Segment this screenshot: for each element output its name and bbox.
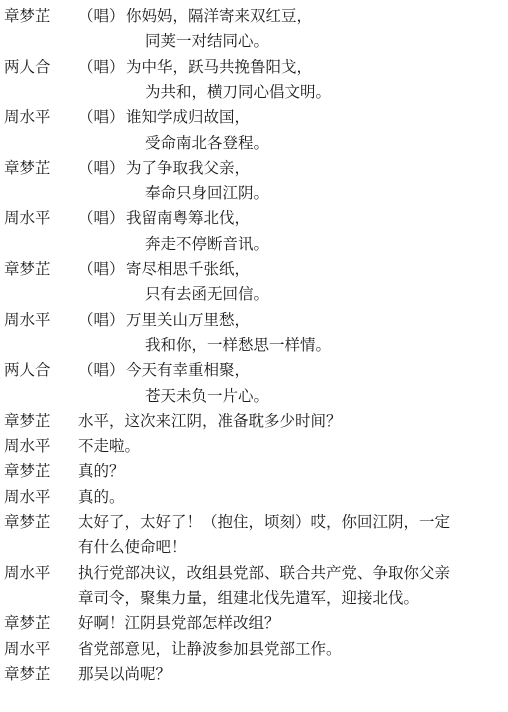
- dialogue-continuation-line: [0, 585, 508, 611]
- dialogue-continuation-line: [0, 180, 508, 206]
- dialogue-continuation-line: [0, 79, 508, 105]
- lyric-text: 我留南粤筹北伐，: [126, 209, 251, 228]
- dialogue-text: 太好了，太好了！（抱住，顷刻）哎，你回江阴，一定: [78, 513, 451, 531]
- dialogue-line: [0, 509, 508, 535]
- dialogue-text: 不走啦。: [78, 437, 141, 456]
- dialogue-continuation-line: [0, 28, 508, 54]
- speaker-name: 章梦芷: [4, 513, 51, 531]
- dialogue-line: [0, 610, 508, 636]
- speaker-name: 章梦芷: [4, 260, 51, 278]
- stage-cue: （唱）: [78, 361, 125, 380]
- dialogue-text: 有什么使命吧！: [78, 538, 187, 557]
- speaker-name: 章梦芷: [4, 411, 51, 430]
- dialogue-text: 章司令，聚集力量，组建北伐先遣军，迎接北伐。: [78, 588, 420, 607]
- dialogue-line: [0, 155, 508, 181]
- speaker-name: 章梦芷: [4, 614, 51, 633]
- dialogue-continuation-line: [0, 130, 508, 156]
- dialogue-line: [0, 357, 508, 383]
- dialogue-text: 水平，这次来江阴，准备耽多少时间？: [78, 411, 342, 430]
- dialogue-text: 执行党部决议，改组县党部、联合共产党、争取你父亲: [78, 563, 451, 582]
- dialogue-line: [0, 560, 508, 586]
- dialogue-continuation-line: [0, 332, 508, 358]
- dialogue-line: [0, 205, 508, 231]
- speaker-name: 章梦芷: [4, 462, 51, 481]
- lyric-text: 为共和，横刀同心倡文明。: [145, 82, 332, 101]
- speaker-name: 周水平: [4, 563, 51, 582]
- dialogue-text: 省党部意见，让静波参加县党部工作。: [78, 639, 342, 658]
- stage-cue: （唱）: [78, 57, 125, 76]
- lyric-text: 苍天未负一片心。: [145, 386, 270, 405]
- speaker-name: 章梦芷: [4, 158, 51, 177]
- dialogue-text: 真的。: [78, 487, 125, 506]
- lyric-text: 我和你，一样愁思一样情。: [145, 335, 332, 354]
- speaker-name: 章梦芷: [4, 7, 51, 25]
- dialogue-line: [0, 484, 508, 510]
- lyric-text: 为了争取我父亲，: [126, 158, 251, 177]
- speaker-name: 周水平: [4, 310, 51, 329]
- lyric-text: 奉命只身回江阴。: [145, 184, 270, 203]
- lyric-text: 受命南北各登程。: [145, 133, 270, 152]
- lyric-text: 你妈妈，隔洋寄来双红豆，: [126, 7, 313, 25]
- lyric-text: 万里关山万里愁，: [126, 310, 251, 329]
- dialogue-continuation-line: [0, 383, 508, 409]
- dialogue-line: [0, 408, 508, 434]
- dialogue-line: [0, 636, 508, 662]
- dialogue-line: [0, 433, 508, 459]
- stage-cue: （唱）: [78, 7, 125, 25]
- speaker-name: 周水平: [4, 209, 51, 228]
- lyric-text: 为中华，跃马共挽鲁阳戈，: [126, 57, 313, 76]
- speaker-name: 两人合: [4, 57, 51, 76]
- dialogue-line: [0, 256, 508, 282]
- dialogue-line: [0, 54, 508, 80]
- dialogue-text: 好啊！江阴县党部怎样改组？: [78, 614, 280, 633]
- dialogue-line: [0, 3, 508, 29]
- dialogue-line: [0, 661, 508, 687]
- dialogue-continuation-line: [0, 534, 508, 560]
- stage-cue: （唱）: [78, 209, 125, 228]
- dialogue-line: [0, 104, 508, 130]
- dialogue-text: 真的？: [78, 462, 125, 481]
- speaker-name: 周水平: [4, 487, 51, 506]
- lyric-text: 奔走不停断音讯。: [145, 234, 270, 253]
- dialogue-continuation-line: [0, 281, 508, 307]
- speaker-name: 周水平: [4, 639, 51, 658]
- stage-cue: （唱）: [78, 108, 125, 127]
- stage-cue: （唱）: [78, 260, 125, 278]
- speaker-name: 周水平: [4, 437, 51, 456]
- stage-cue: （唱）: [78, 158, 125, 177]
- dialogue-line: [0, 307, 508, 333]
- speaker-name: 章梦芷: [4, 664, 51, 683]
- dialogue-line: [0, 458, 508, 484]
- stage-cue: （唱）: [78, 310, 125, 329]
- speaker-name: 周水平: [4, 108, 51, 127]
- dialogue-continuation-line: [0, 231, 508, 257]
- lyric-text: 同荚一对结同心。: [145, 32, 270, 51]
- lyric-text: 谁知学成归故国，: [126, 108, 251, 127]
- lyric-text: 今天有幸重相聚，: [126, 361, 251, 380]
- speaker-name: 两人合: [4, 361, 51, 380]
- dialogue-text: 那吴以尚呢？: [78, 664, 172, 683]
- lyric-text: 寄尽相思千张纸，: [126, 260, 251, 278]
- lyric-text: 只有去函无回信。: [145, 285, 270, 304]
